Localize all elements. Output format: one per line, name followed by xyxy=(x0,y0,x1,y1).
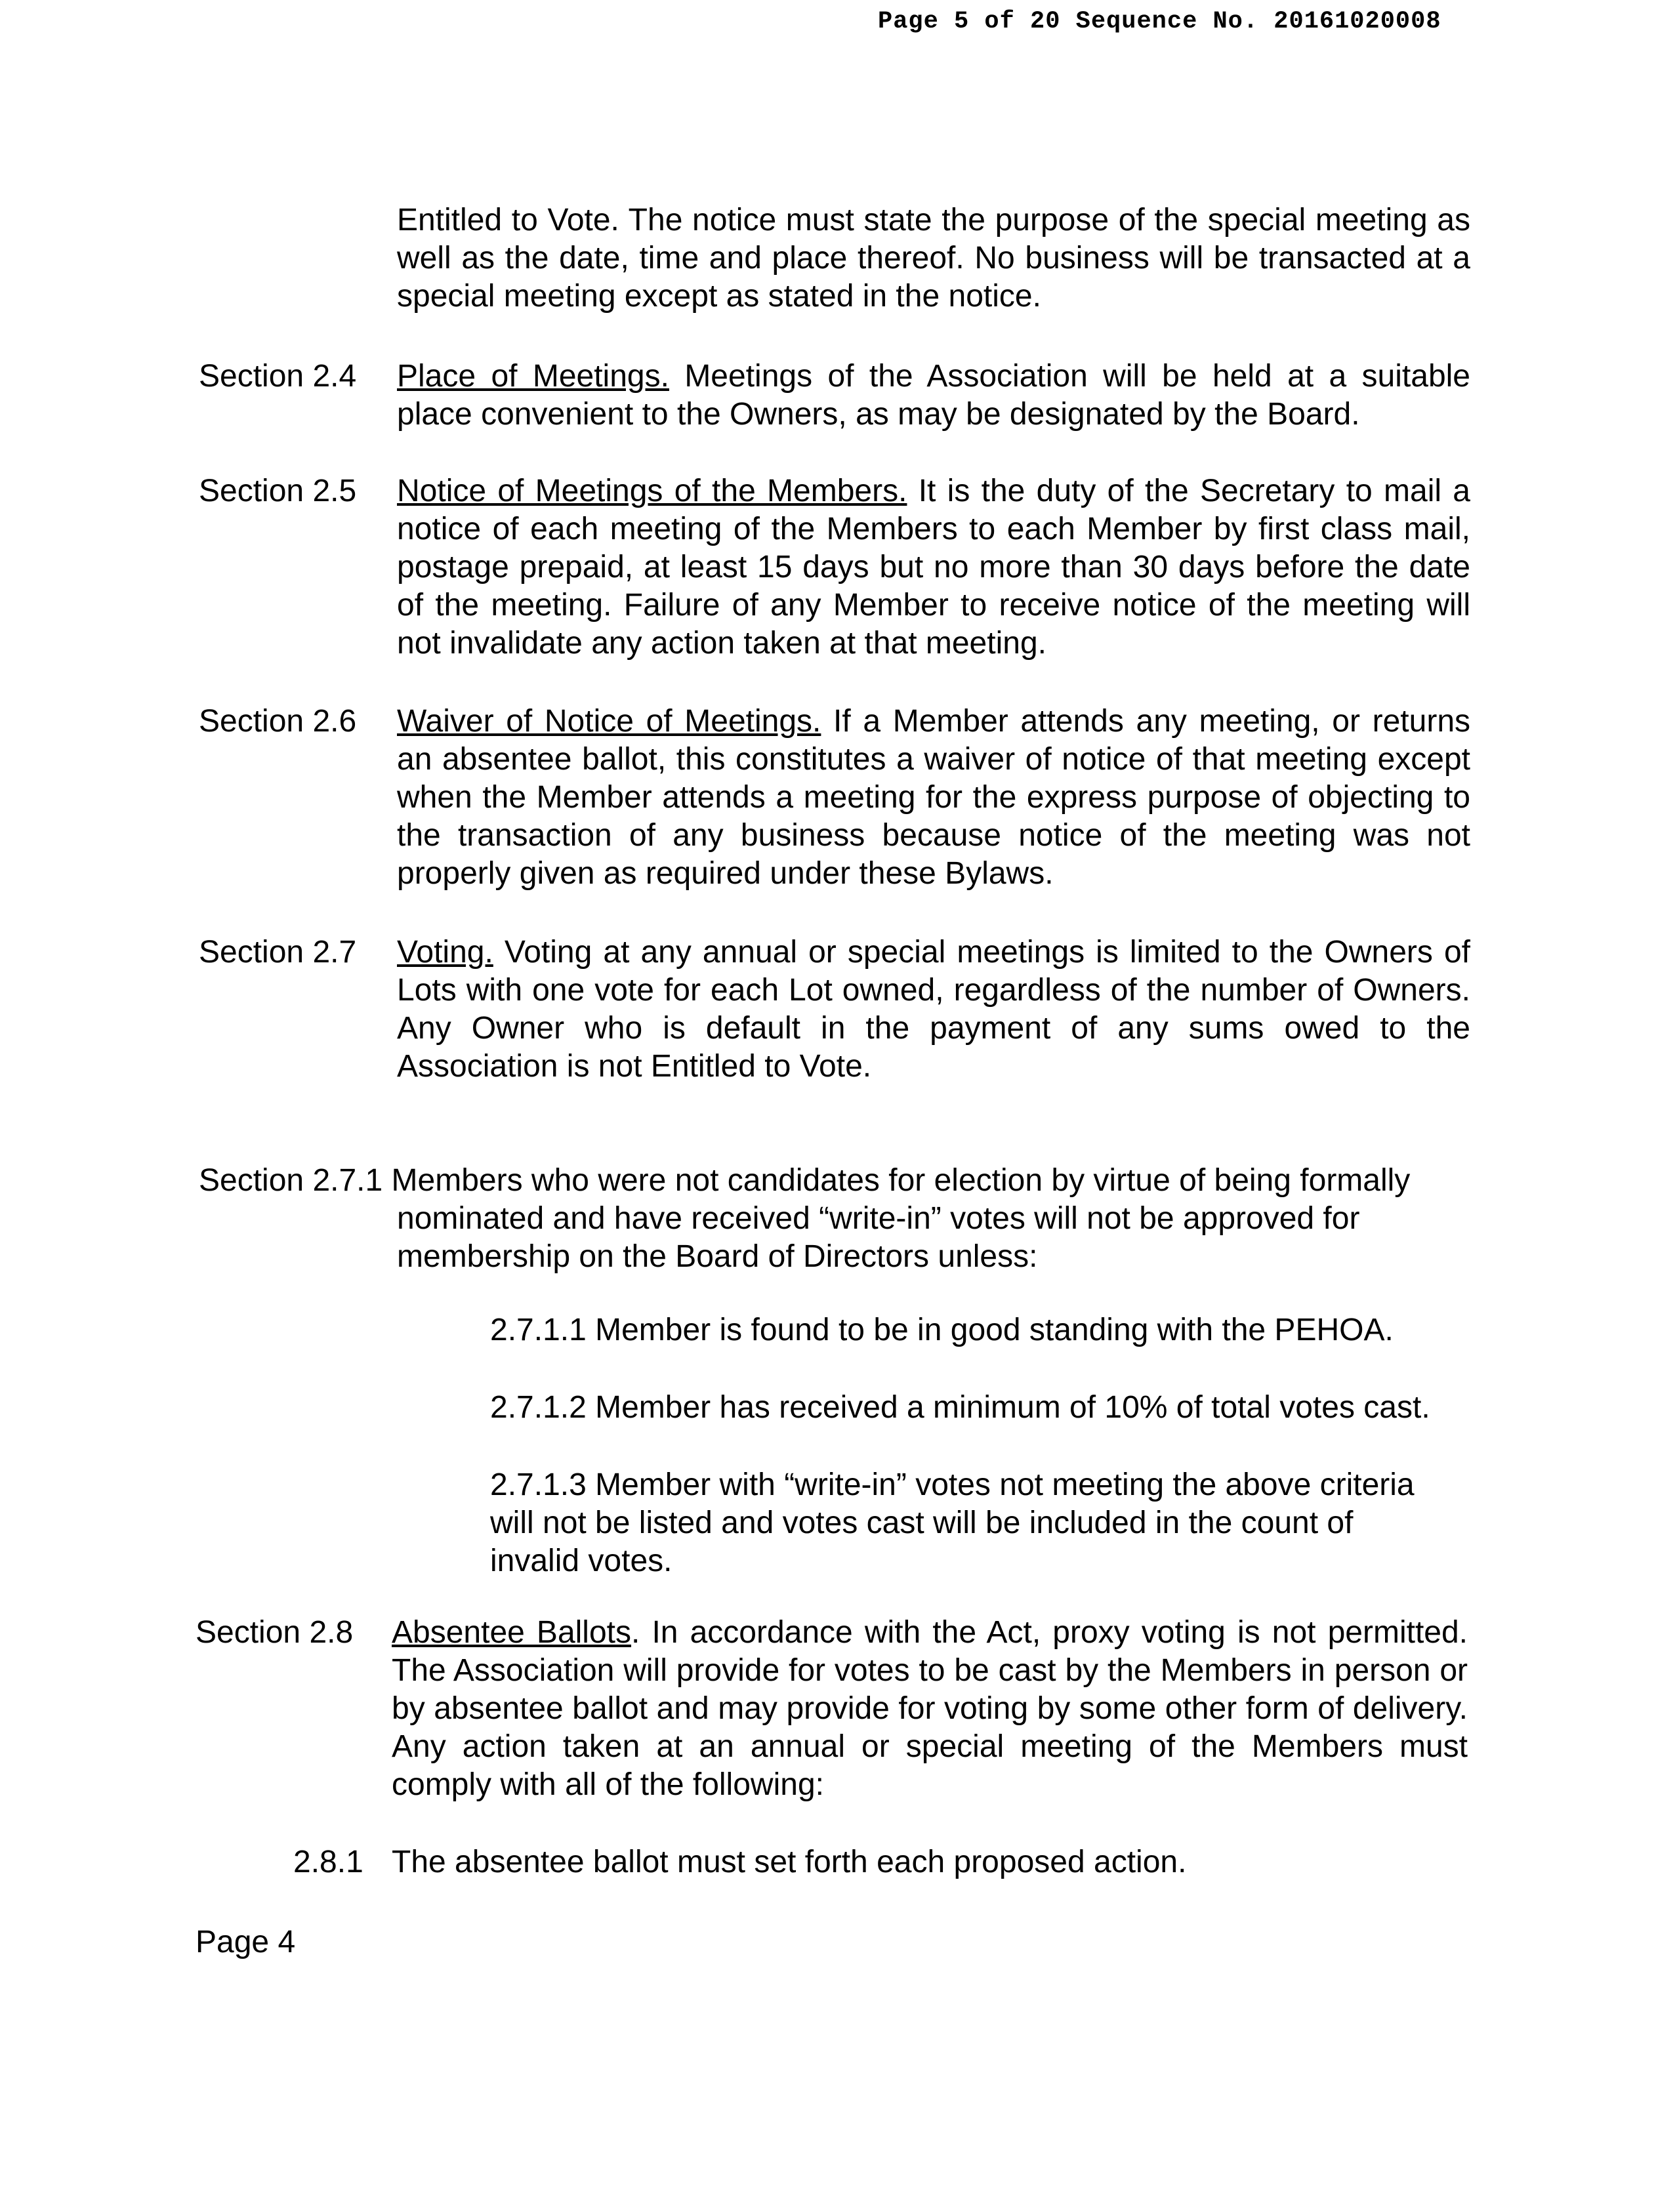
section-2-7-body: Voting at any annual or special meetings is limited to the Owners of Lots with one vote for each Lot owned, regardless of the number of Owners. Any Owner who is default in the payment of any sums owed to the Association is not Entitled to Vote. xyxy=(397,935,1470,1084)
section-2-4-heading: Place of Meetings. xyxy=(397,359,669,394)
section-2-7-label: Section 2.7 xyxy=(199,935,357,970)
section-2-6-paragraph xyxy=(397,703,1470,893)
section-2-5-heading: Notice of Meetings of the Members. xyxy=(397,474,907,508)
continuation-paragraph: Entitled to Vote. The notice must state the purpose of the special meeting as well as the date, time and place thereof. No business will be transacted at a special meeting except as stated in the notice. xyxy=(397,203,1470,314)
section-2-8-body: . In accordance with the Act, proxy voting is not permitted. The Association will provide for votes to be cast by the Members in person or by absentee ballot and may provide for voting by some other form of delivery. Any action taken at an annual or special meeting of the Members must comply with all of the following: xyxy=(392,1615,1468,1802)
section-2-7-paragraph xyxy=(397,933,1470,1086)
section-2-8-heading: Absentee Ballots xyxy=(392,1615,632,1650)
section-2-7-1-label: Section 2.7.1 xyxy=(199,1163,383,1198)
section-2-5-paragraph xyxy=(397,472,1470,663)
section-2-5-label: Section 2.5 xyxy=(199,474,357,508)
section-2-6-heading: Waiver of Notice of Meetings. xyxy=(397,704,821,739)
criterion-2-7-1-1: 2.7.1.1 Member is found to be in good standing with the PEHOA. xyxy=(490,1313,1394,1347)
item-2-8-1-body: The absentee ballot must set forth each proposed action. xyxy=(392,1845,1187,1879)
section-2-4-label: Section 2.4 xyxy=(199,359,357,394)
section-2-5-body: It is the duty of the Secretary to mail a notice of each meeting of the Members to each Member by first class mail, postage prepaid, at least 15 days but no more than 30 days before the date of the meeting. Failure of any Member to receive notice of the meeting will not invalidate any action taken at that meeting. xyxy=(397,474,1471,661)
section-2-7-1-rest: nominated and have received “write-in” votes will not be approved for membership on the Board of Directors unless: xyxy=(397,1201,1360,1274)
section-2-6-body: If a Member attends any meeting, or returns an absentee ballot, this constitutes a waiver of notice of that meeting except when the Member attends a meeting for the express purpose of objecting to the transaction of any business because notice of the meeting was not properly given as required under these Bylaws. xyxy=(397,704,1471,891)
section-2-7-1-line1: Members who were not candidates for election by virtue of being formally xyxy=(391,1163,1411,1198)
section-2-4-paragraph xyxy=(397,358,1470,434)
criterion-2-7-1-3: 2.7.1.3 Member with “write-in” votes not meeting the above criteria will not be listed and votes cast will be included in the count of invalid votes. xyxy=(490,1467,1415,1578)
section-2-6-label: Section 2.6 xyxy=(199,704,357,739)
page-number: Page 4 xyxy=(196,1925,296,1959)
section-2-4-body: Meetings of the Association will be held at a suitable place convenient to the Owners, as may be designated by the Board. xyxy=(397,359,1470,432)
item-2-8-1-label: 2.8.1 xyxy=(293,1845,363,1879)
sequence-header: Page 5 of 20 Sequence No. 20161020008 xyxy=(878,8,1441,35)
section-2-7-1-first-line xyxy=(199,1162,1410,1200)
criterion-2-7-1-2: 2.7.1.2 Member has received a minimum of 10% of total votes cast. xyxy=(490,1390,1430,1425)
section-2-8-label: Section 2.8 xyxy=(196,1615,354,1650)
section-2-8-paragraph xyxy=(392,1614,1468,1804)
section-2-7-heading: Voting. xyxy=(397,935,493,970)
